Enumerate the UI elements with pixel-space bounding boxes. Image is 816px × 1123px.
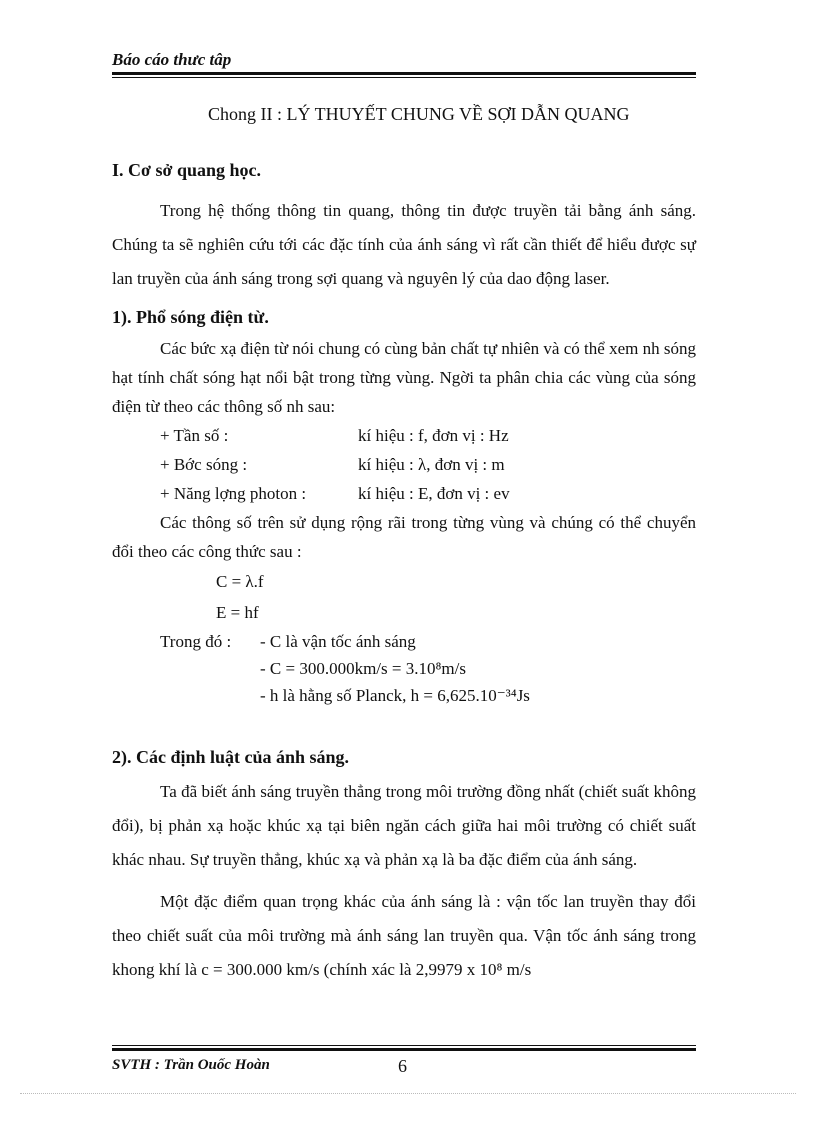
parameter-desc: kí hiệu : λ, đơn vị : m [358, 454, 505, 474]
parameter-row [112, 450, 696, 479]
section-heading: I. Cơ sở quang học. [112, 160, 261, 180]
footer-rule-thin [112, 1045, 696, 1046]
chapter-title: Chong II : LÝ THUYẾT CHUNG VỀ SỢI DẪN QUANG [208, 104, 630, 124]
header-rule-thick [112, 72, 696, 75]
subsection-1-heading: 1). Phổ sóng điện từ. [112, 307, 269, 327]
where-item: - h là hằng số Planck, h = 6,625.10⁻³⁴Js [260, 685, 530, 705]
parameter-label: + Bớc sóng : [160, 454, 248, 474]
header-rule-thin [112, 77, 696, 78]
parameter-label: + Năng lợng photon : [160, 483, 307, 503]
spectrum-paragraph: Các bức xạ điện từ nói chung có cùng bản chất tự nhiên và có thể xem nh sóng hạt tính chất sóng hạt nổi bật trong từng vùng. Ngời ta phân chia các vùng của sóng điện từ theo các thông số nh sau: [112, 339, 696, 416]
conversion-paragraph: Các thông số trên sử dụng rộng rãi trong từng vùng và chúng có thể chuyển đổi theo các công thức sau : [112, 513, 696, 561]
where-item: - C = 300.000km/s = 3.10⁸m/s [260, 658, 466, 678]
where-line [112, 655, 696, 682]
laws-paragraph: Ta đã biết ánh sáng truyền thẳng trong môi trường đồng nhất (chiết suất không đổi), bị phản xạ hoặc khúc xạ tại biên ngăn cách giữa hai môi trường có chiết suất khác nhau. Sự truyền thẳng, khúc xạ và phản xạ là ba đặc điểm của ánh sáng. [112, 782, 696, 869]
parameter-label: + Tần số : [160, 425, 229, 445]
footer-author: SVTH : Trần Ouốc Hoàn [112, 1057, 270, 1073]
where-item: - C là vận tốc ánh sáng [260, 631, 416, 651]
parameter-desc: kí hiệu : E, đơn vị : ev [358, 483, 510, 503]
formula-energy: E = hf [216, 603, 259, 622]
where-line [112, 628, 696, 655]
page-edge-divider [20, 1093, 796, 1094]
subsection-2-heading: 2). Các định luật của ánh sáng. [112, 747, 350, 767]
parameter-list [112, 421, 696, 508]
velocity-paragraph: Một đặc điểm quan trọng khác của ánh sáng là : vận tốc lan truyền thay đổi theo chiết suất của môi trường mà ánh sáng lan truyền qua. Vận tốc ánh sáng trong khong khí là c = 300.000 km/s (chính xác là 2,9979 x 10⁸ m/s [112, 892, 696, 979]
header-title: Báo cáo thưc tâp [112, 50, 232, 69]
where-label: Trong đó : [160, 631, 232, 651]
where-line [112, 682, 696, 709]
formula-wavelength: C = λ.f [216, 572, 264, 591]
parameter-row [112, 421, 696, 450]
intro-paragraph: Trong hệ thống thông tin quang, thông tin được truyền tải bằng ánh sáng. Chúng ta sẽ nghiên cứu tới các đặc tính của ánh sáng vì rất cần thiết để hiểu được sự lan truyền của ánh sáng trong sợi quang và nguyên lý của dao động laser. [112, 201, 696, 288]
footer-rule-thick [112, 1048, 696, 1051]
page-number: 6 [398, 1056, 407, 1076]
parameter-desc: kí hiệu : f, đơn vị : Hz [358, 425, 509, 445]
parameter-row [112, 479, 696, 508]
document-body [112, 160, 696, 987]
